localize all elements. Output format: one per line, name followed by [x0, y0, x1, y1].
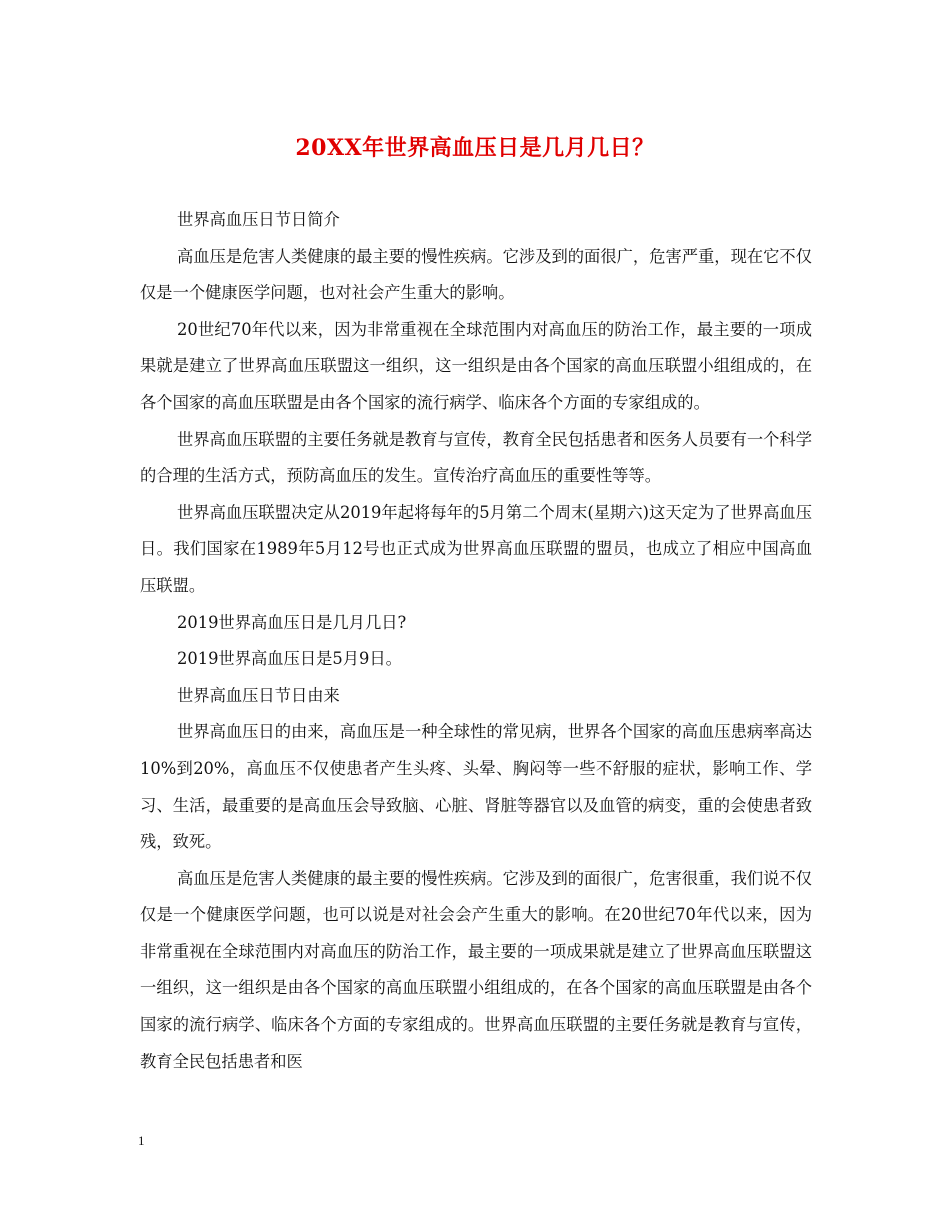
- document-body: [140, 202, 812, 1080]
- paragraph-section-heading-origin: 世界高血压日节日由来: [177, 685, 340, 705]
- page-title: 20XX年世界高血压日是几月几日？: [295, 135, 655, 161]
- paragraph: 高血压是危害人类健康的最主要的慢性疾病。它涉及到的面很广，危害很重，我们说不仅仅是一个健康医学问题，也可以说是对社会会产生重大的影响。在20世纪70年代以来，因为非常重视在全球范围内对高血压的防治工作，最主要的一项成果就是建立了世界高血压联盟这一组织，这一组织是由各个国家的高血压联盟小组组成的，在各个国家的高血压联盟是由各个国家的流行病学、临床各个方面的专家组成的。世界高血压联盟的主要任务就是教育与宣传，教育全民包括患者和医: [140, 868, 812, 1071]
- paragraph: 20世纪70年代以来，因为非常重视在全球范围内对高血压的防治工作，最主要的一项成果就是建立了世界高血压联盟这一组织，这一组织是由各个国家的高血压联盟小组组成的，在各个国家的高血压联盟是由各个国家的流行病学、临床各个方面的专家组成的。: [140, 319, 812, 412]
- paragraph-answer: 2019世界高血压日是5月9日。: [177, 649, 402, 669]
- paragraph: 世界高血压日的由来，高血压是一种全球性的常见病，世界各个国家的高血压患病率高达10%到20%，高血压不仅使患者产生头疼、头晕、胸闷等一些不舒服的症状，影响工作、学习、生活，最重要的是高血压会导致脑、心脏、肾脏等器官以及血管的病变，重的会使患者致残，致死。: [140, 722, 812, 852]
- page-number: 1: [138, 1133, 145, 1148]
- paragraph: 世界高血压联盟的主要任务就是教育与宣传，教育全民包括患者和医务人员要有一个科学的合理的生活方式，预防高血压的发生。宣传治疗高血压的重要性等等。: [140, 429, 812, 486]
- paragraph-question: 2019世界高血压日是几月几日?: [177, 612, 407, 632]
- paragraph: 世界高血压联盟决定从2019年起将每年的5月第二个周末(星期六)这天定为了世界高血压日。我们国家在1989年5月12号也正式成为世界高血压联盟的盟员，也成立了相应中国高血压联盟。: [140, 502, 812, 595]
- paragraph-section-heading-intro: 世界高血压日节日简介: [177, 210, 340, 229]
- paragraph: 高血压是危害人类健康的最主要的慢性疾病。它涉及到的面很广，危害严重，现在它不仅仅是一个健康医学问题，也对社会产生重大的影响。: [140, 246, 812, 303]
